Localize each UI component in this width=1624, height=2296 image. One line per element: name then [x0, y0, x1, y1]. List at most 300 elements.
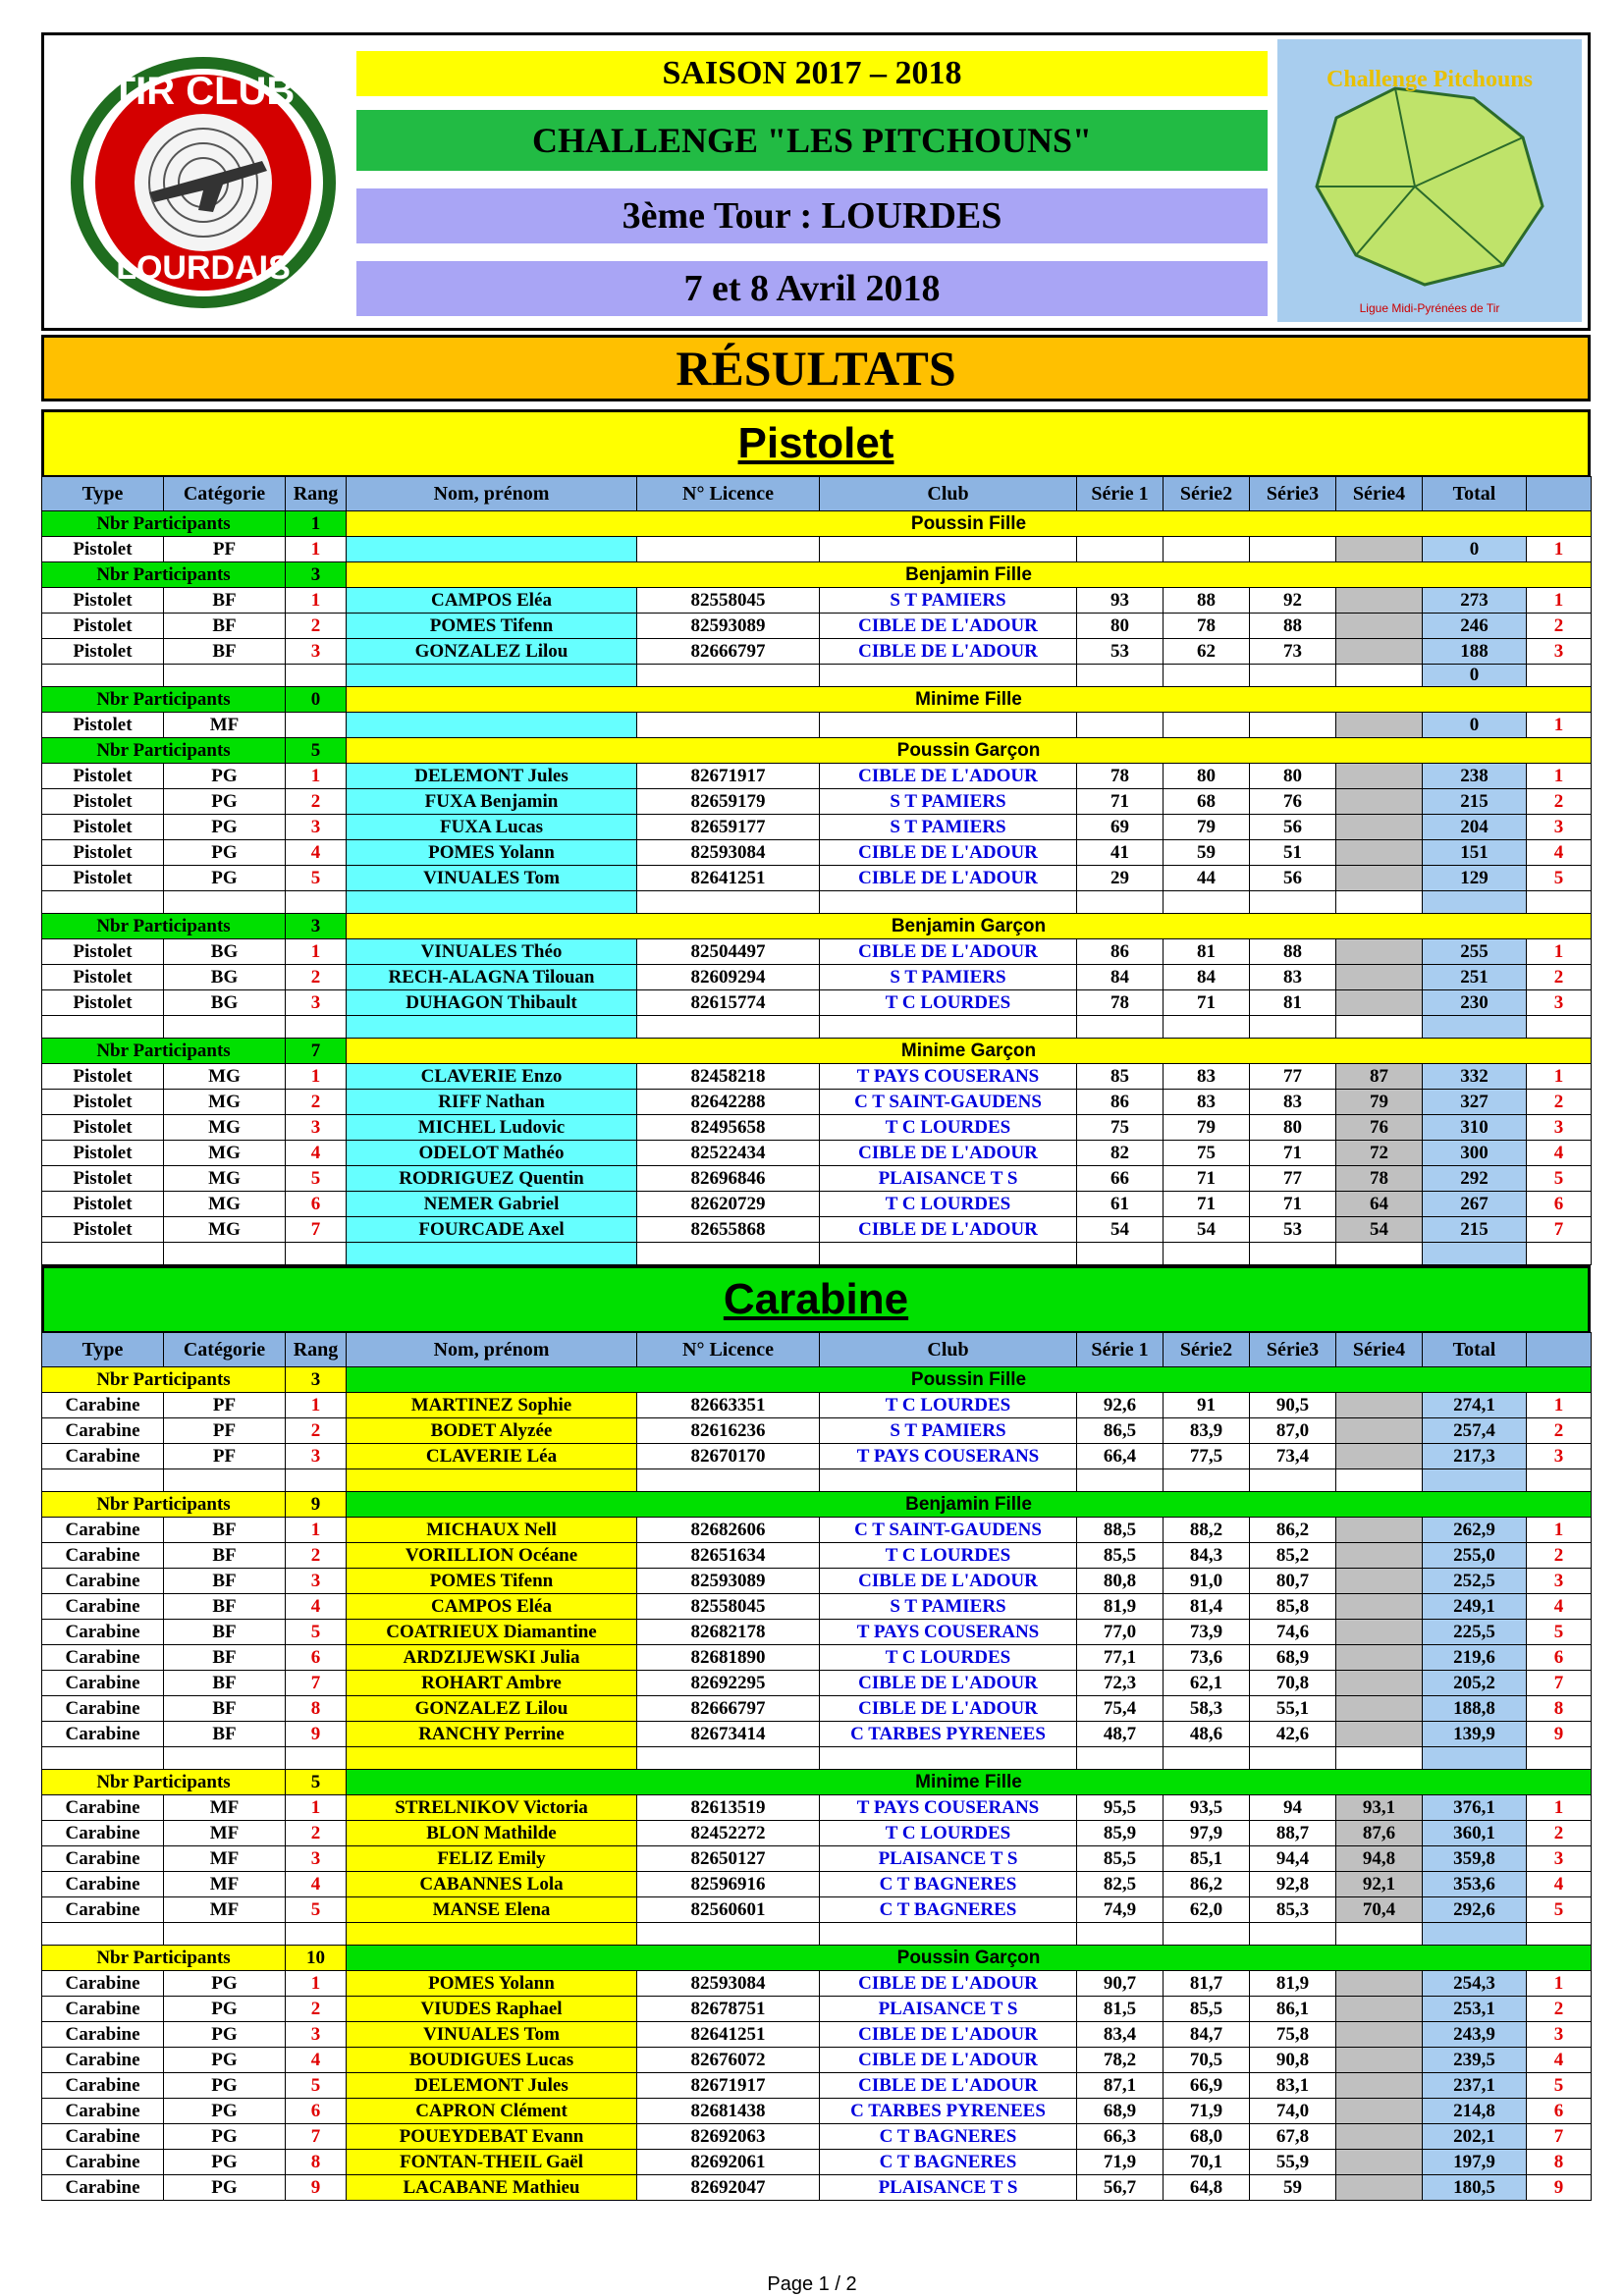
serie2-cell: 91 — [1164, 1393, 1250, 1418]
rank-cell: 6 — [286, 1645, 347, 1671]
rank-cell: 2 — [286, 965, 347, 990]
serie2-cell: 71 — [1164, 1166, 1250, 1192]
licence-cell: 82671917 — [637, 764, 820, 789]
serie1-cell: 78,2 — [1077, 2048, 1164, 2073]
group-category: Poussin Garçon — [347, 738, 1592, 764]
serie1-cell: 75,4 — [1077, 1696, 1164, 1722]
section-title: Pistolet — [41, 409, 1591, 476]
blank-cell — [820, 1016, 1077, 1039]
serie1-cell: 80 — [1077, 614, 1164, 639]
results-table — [41, 476, 1592, 1265]
category-cell: PF — [164, 1393, 286, 1418]
blank-cell — [1164, 891, 1250, 914]
club-cell: S T PAMIERS — [820, 965, 1077, 990]
type-cell: Carabine — [42, 1971, 164, 1997]
serie3-cell: 85,3 — [1250, 1897, 1336, 1923]
rank-cell: 2 — [286, 1821, 347, 1846]
serie1-cell: 83,4 — [1077, 2022, 1164, 2048]
table-row — [42, 1444, 1592, 1469]
serie1-cell: 77,0 — [1077, 1620, 1164, 1645]
blank-cell — [1336, 1469, 1423, 1492]
table-row — [42, 1620, 1592, 1645]
blank-cell — [347, 1747, 637, 1770]
table-row — [42, 1115, 1592, 1141]
category-cell: BF — [164, 1645, 286, 1671]
licence-cell: 82659177 — [637, 815, 820, 840]
category-cell: MF — [164, 1846, 286, 1872]
licence-cell: 82495658 — [637, 1115, 820, 1141]
final-rank-cell: 1 — [1527, 1971, 1592, 1997]
total-cell: 249,1 — [1423, 1594, 1527, 1620]
table-row — [42, 1671, 1592, 1696]
serie1-cell: 86,5 — [1077, 1418, 1164, 1444]
serie3-cell: 80 — [1250, 1115, 1336, 1141]
name-cell: ARDZIJEWSKI Julia — [347, 1645, 637, 1671]
challenge-map-image — [1277, 39, 1582, 322]
total-cell: 292,6 — [1423, 1897, 1527, 1923]
participants-count: 0 — [286, 687, 347, 713]
serie4-cell: 72 — [1336, 1141, 1423, 1166]
type-cell: Pistolet — [42, 588, 164, 614]
club-cell: T C LOURDES — [820, 1192, 1077, 1217]
category-cell: MF — [164, 713, 286, 738]
table-row — [42, 866, 1592, 891]
table-row — [42, 2099, 1592, 2124]
column-header: Total — [1423, 477, 1527, 511]
total-cell: 188 — [1423, 639, 1527, 665]
group-header-row — [42, 1492, 1592, 1518]
blank-row — [42, 1923, 1592, 1946]
tir-club-logo — [56, 45, 351, 320]
blank-cell — [637, 1243, 820, 1265]
participants-label: Nbr Participants — [42, 1492, 286, 1518]
category-cell: BG — [164, 990, 286, 1016]
rank-cell: 1 — [286, 764, 347, 789]
serie2-cell — [1164, 713, 1250, 738]
type-cell: Carabine — [42, 1872, 164, 1897]
blank-cell — [1164, 1469, 1250, 1492]
participants-count: 1 — [286, 511, 347, 537]
club-cell: CIBLE DE L'ADOUR — [820, 1671, 1077, 1696]
blank-cell — [286, 665, 347, 687]
serie4-cell — [1336, 2175, 1423, 2201]
type-cell: Pistolet — [42, 990, 164, 1016]
table-row — [42, 1594, 1592, 1620]
rank-cell: 3 — [286, 990, 347, 1016]
name-cell: FONTAN-THEIL Gaël — [347, 2150, 637, 2175]
licence-cell: 82663351 — [637, 1393, 820, 1418]
table-row — [42, 614, 1592, 639]
category-cell: BF — [164, 1594, 286, 1620]
challenge-banner: CHALLENGE "LES PITCHOUNS" — [356, 110, 1268, 171]
licence-cell: 82593089 — [637, 1569, 820, 1594]
table-row — [42, 789, 1592, 815]
total-cell: 292 — [1423, 1166, 1527, 1192]
club-cell: C TARBES PYRENEES — [820, 1722, 1077, 1747]
club-cell: CIBLE DE L'ADOUR — [820, 1141, 1077, 1166]
name-cell: MICHAUX Nell — [347, 1518, 637, 1543]
type-cell: Pistolet — [42, 537, 164, 562]
blank-row — [42, 891, 1592, 914]
serie2-cell: 73,6 — [1164, 1645, 1250, 1671]
name-cell: CAMPOS Eléa — [347, 588, 637, 614]
serie1-cell: 81,5 — [1077, 1997, 1164, 2022]
blank-cell — [1423, 1243, 1527, 1265]
serie1-cell: 80,8 — [1077, 1569, 1164, 1594]
serie1-cell: 85,5 — [1077, 1543, 1164, 1569]
total-cell: 0 — [1423, 713, 1527, 738]
serie1-cell: 90,7 — [1077, 1971, 1164, 1997]
blank-cell — [42, 665, 164, 687]
table-header-row — [42, 477, 1592, 511]
rank-cell: 1 — [286, 537, 347, 562]
serie4-cell — [1336, 588, 1423, 614]
group-category: Benjamin Garçon — [347, 914, 1592, 939]
rank-cell: 5 — [286, 866, 347, 891]
blank-cell — [637, 1923, 820, 1946]
table-row — [42, 764, 1592, 789]
serie1-cell: 69 — [1077, 815, 1164, 840]
group-header-row — [42, 687, 1592, 713]
blank-cell — [1336, 1243, 1423, 1265]
rank-cell: 4 — [286, 1141, 347, 1166]
blank-row — [42, 1747, 1592, 1770]
rank-cell: 1 — [286, 1064, 347, 1090]
club-cell: PLAISANCE T S — [820, 1997, 1077, 2022]
serie3-cell: 88,7 — [1250, 1821, 1336, 1846]
final-rank-cell: 9 — [1527, 2175, 1592, 2201]
final-rank-cell: 3 — [1527, 815, 1592, 840]
serie3-cell: 59 — [1250, 2175, 1336, 2201]
type-cell: Carabine — [42, 1795, 164, 1821]
group-header-row — [42, 511, 1592, 537]
name-cell: RANCHY Perrine — [347, 1722, 637, 1747]
type-cell: Pistolet — [42, 789, 164, 815]
participants-label: Nbr Participants — [42, 1946, 286, 1971]
rank-cell: 1 — [286, 1393, 347, 1418]
table-row — [42, 1696, 1592, 1722]
final-rank-cell: 5 — [1527, 1897, 1592, 1923]
table-row — [42, 537, 1592, 562]
licence-cell: 82558045 — [637, 588, 820, 614]
type-cell: Carabine — [42, 2150, 164, 2175]
blank-cell — [164, 891, 286, 914]
total-cell: 180,5 — [1423, 2175, 1527, 2201]
total-cell: 251 — [1423, 965, 1527, 990]
rank-cell: 6 — [286, 2099, 347, 2124]
rank-cell: 2 — [286, 1418, 347, 1444]
total-cell: 204 — [1423, 815, 1527, 840]
serie1-cell: 82,5 — [1077, 1872, 1164, 1897]
rank-cell: 6 — [286, 1192, 347, 1217]
total-cell: 300 — [1423, 1141, 1527, 1166]
serie4-cell — [1336, 1594, 1423, 1620]
blank-cell — [1164, 1747, 1250, 1770]
blank-cell — [1336, 1747, 1423, 1770]
table-row — [42, 1997, 1592, 2022]
name-cell: RODRIGUEZ Quentin — [347, 1166, 637, 1192]
participants-count: 5 — [286, 1770, 347, 1795]
name-cell: BOUDIGUES Lucas — [347, 2048, 637, 2073]
serie4-cell — [1336, 1997, 1423, 2022]
table-row — [42, 1518, 1592, 1543]
serie2-cell: 93,5 — [1164, 1795, 1250, 1821]
club-cell: CIBLE DE L'ADOUR — [820, 614, 1077, 639]
serie2-cell: 75 — [1164, 1141, 1250, 1166]
type-cell: Carabine — [42, 1569, 164, 1594]
serie1-cell: 75 — [1077, 1115, 1164, 1141]
rank-cell: 1 — [286, 588, 347, 614]
category-cell: BF — [164, 614, 286, 639]
column-header: N° Licence — [637, 1333, 820, 1367]
rank-cell: 4 — [286, 2048, 347, 2073]
name-cell: VORILLION Océane — [347, 1543, 637, 1569]
serie4-cell — [1336, 1543, 1423, 1569]
final-rank-cell: 2 — [1527, 965, 1592, 990]
licence-cell: 82616236 — [637, 1418, 820, 1444]
club-cell: PLAISANCE T S — [820, 1846, 1077, 1872]
rank-cell: 3 — [286, 1115, 347, 1141]
blank-cell — [347, 1923, 637, 1946]
participants-count: 3 — [286, 1367, 347, 1393]
serie4-cell — [1336, 789, 1423, 815]
blank-cell — [1250, 1469, 1336, 1492]
licence-cell: 82692061 — [637, 2150, 820, 2175]
blank-cell — [1423, 1747, 1527, 1770]
category-cell: BF — [164, 1696, 286, 1722]
serie2-cell: 84,7 — [1164, 2022, 1250, 2048]
category-cell: BG — [164, 965, 286, 990]
blank-cell — [637, 665, 820, 687]
final-rank-cell: 3 — [1527, 1846, 1592, 1872]
club-cell: C T BAGNERES — [820, 2124, 1077, 2150]
serie2-cell: 73,9 — [1164, 1620, 1250, 1645]
category-cell: MF — [164, 1872, 286, 1897]
serie2-cell: 81 — [1164, 939, 1250, 965]
category-cell: MF — [164, 1821, 286, 1846]
serie2-cell: 64,8 — [1164, 2175, 1250, 2201]
serie2-cell: 71,9 — [1164, 2099, 1250, 2124]
licence-cell: 82673414 — [637, 1722, 820, 1747]
licence-cell: 82678751 — [637, 1997, 820, 2022]
blank-cell — [637, 1469, 820, 1492]
name-cell: RIFF Nathan — [347, 1090, 637, 1115]
final-rank-cell: 4 — [1527, 1594, 1592, 1620]
rank-cell: 3 — [286, 1444, 347, 1469]
serie4-cell — [1336, 1645, 1423, 1671]
blank-cell — [1336, 1923, 1423, 1946]
type-cell: Pistolet — [42, 840, 164, 866]
table-row — [42, 965, 1592, 990]
blank-cell — [1527, 1747, 1592, 1770]
serie3-cell: 88 — [1250, 614, 1336, 639]
licence-cell: 82655868 — [637, 1217, 820, 1243]
blank-cell — [820, 665, 1077, 687]
type-cell: Pistolet — [42, 1064, 164, 1090]
final-rank-cell: 7 — [1527, 1217, 1592, 1243]
dates-banner: 7 et 8 Avril 2018 — [356, 261, 1268, 316]
licence-cell: 82676072 — [637, 2048, 820, 2073]
participants-count: 3 — [286, 914, 347, 939]
name-cell: ODELOT Mathéo — [347, 1141, 637, 1166]
season-banner: SAISON 2017 – 2018 — [356, 51, 1268, 96]
category-cell: BF — [164, 1518, 286, 1543]
club-cell: T PAYS COUSERANS — [820, 1620, 1077, 1645]
column-header: Série3 — [1250, 477, 1336, 511]
total-cell: 215 — [1423, 789, 1527, 815]
type-cell: Pistolet — [42, 1090, 164, 1115]
column-header — [1527, 477, 1592, 511]
blank-cell — [42, 1243, 164, 1265]
club-cell — [820, 713, 1077, 738]
blank-cell — [42, 1923, 164, 1946]
category-cell: MG — [164, 1064, 286, 1090]
group-category: Minime Fille — [347, 1770, 1592, 1795]
category-cell: BF — [164, 639, 286, 665]
serie4-cell — [1336, 1518, 1423, 1543]
serie4-cell — [1336, 1418, 1423, 1444]
name-cell: RECH-ALAGNA Tilouan — [347, 965, 637, 990]
total-cell: 219,6 — [1423, 1645, 1527, 1671]
total-cell: 237,1 — [1423, 2073, 1527, 2099]
serie4-cell — [1336, 2048, 1423, 2073]
type-cell: Carabine — [42, 1722, 164, 1747]
blank-cell — [1423, 1016, 1527, 1039]
category-cell: MF — [164, 1897, 286, 1923]
total-cell: 243,9 — [1423, 2022, 1527, 2048]
blank-cell — [347, 1016, 637, 1039]
participants-count: 3 — [286, 562, 347, 588]
column-header: Nom, prénom — [347, 477, 637, 511]
type-cell: Pistolet — [42, 1192, 164, 1217]
blank-cell — [1077, 1747, 1164, 1770]
type-cell: Carabine — [42, 1620, 164, 1645]
club-cell: CIBLE DE L'ADOUR — [820, 764, 1077, 789]
blank-cell — [820, 1469, 1077, 1492]
rank-cell — [286, 713, 347, 738]
total-cell: 129 — [1423, 866, 1527, 891]
serie3-cell: 90,5 — [1250, 1393, 1336, 1418]
serie4-cell — [1336, 1620, 1423, 1645]
category-cell: MG — [164, 1141, 286, 1166]
serie3-cell: 92,8 — [1250, 1872, 1336, 1897]
rank-cell: 1 — [286, 939, 347, 965]
serie1-cell: 77,1 — [1077, 1645, 1164, 1671]
column-header: Rang — [286, 477, 347, 511]
serie2-cell: 54 — [1164, 1217, 1250, 1243]
serie3-cell: 88 — [1250, 939, 1336, 965]
serie1-cell: 66,4 — [1077, 1444, 1164, 1469]
serie1-cell: 56,7 — [1077, 2175, 1164, 2201]
licence-cell: 82682178 — [637, 1620, 820, 1645]
serie3-cell — [1250, 537, 1336, 562]
blank-cell — [1077, 1469, 1164, 1492]
column-header: Club — [820, 477, 1077, 511]
blank-cell — [164, 1747, 286, 1770]
final-rank-cell: 6 — [1527, 1645, 1592, 1671]
club-cell: CIBLE DE L'ADOUR — [820, 639, 1077, 665]
total-cell: 253,1 — [1423, 1997, 1527, 2022]
type-cell: Carabine — [42, 1696, 164, 1722]
column-header: Série4 — [1336, 1333, 1423, 1367]
total-cell: 202,1 — [1423, 2124, 1527, 2150]
blank-cell — [637, 1016, 820, 1039]
serie3-cell: 73,4 — [1250, 1444, 1336, 1469]
licence-cell: 82560601 — [637, 1897, 820, 1923]
column-header: Série3 — [1250, 1333, 1336, 1367]
group-header-row — [42, 1039, 1592, 1064]
blank-cell — [1336, 665, 1423, 687]
licence-cell: 82696846 — [637, 1166, 820, 1192]
serie2-cell: 79 — [1164, 1115, 1250, 1141]
blank-cell — [286, 1016, 347, 1039]
table-row — [42, 1543, 1592, 1569]
category-cell: BF — [164, 1569, 286, 1594]
total-cell: 332 — [1423, 1064, 1527, 1090]
serie1-cell: 87,1 — [1077, 2073, 1164, 2099]
rank-cell: 5 — [286, 1897, 347, 1923]
club-cell: S T PAMIERS — [820, 1594, 1077, 1620]
blank-cell — [1077, 891, 1164, 914]
final-rank-cell: 2 — [1527, 1997, 1592, 2022]
serie1-cell: 78 — [1077, 764, 1164, 789]
rank-cell: 4 — [286, 840, 347, 866]
rank-cell: 9 — [286, 2175, 347, 2201]
rank-cell: 1 — [286, 1971, 347, 1997]
type-cell: Carabine — [42, 2124, 164, 2150]
serie3-cell: 76 — [1250, 789, 1336, 815]
serie2-cell: 44 — [1164, 866, 1250, 891]
club-cell: C T BAGNERES — [820, 1897, 1077, 1923]
final-rank-cell: 3 — [1527, 1569, 1592, 1594]
club-cell: PLAISANCE T S — [820, 1166, 1077, 1192]
name-cell: CAPRON Clément — [347, 2099, 637, 2124]
rank-cell: 5 — [286, 1166, 347, 1192]
group-category: Benjamin Fille — [347, 562, 1592, 588]
group-header-row — [42, 738, 1592, 764]
total-cell: 255 — [1423, 939, 1527, 965]
type-cell: Carabine — [42, 1418, 164, 1444]
serie1-cell: 71 — [1077, 789, 1164, 815]
licence-cell: 82558045 — [637, 1594, 820, 1620]
category-cell: PF — [164, 1444, 286, 1469]
serie1-cell: 82 — [1077, 1141, 1164, 1166]
table-row — [42, 1064, 1592, 1090]
final-rank-cell: 5 — [1527, 1166, 1592, 1192]
serie3-cell: 94,4 — [1250, 1846, 1336, 1872]
rank-cell: 7 — [286, 1671, 347, 1696]
serie3-cell: 71 — [1250, 1192, 1336, 1217]
club-cell: C T SAINT-GAUDENS — [820, 1518, 1077, 1543]
licence-cell: 82692295 — [637, 1671, 820, 1696]
group-header-row — [42, 1770, 1592, 1795]
name-cell: ROHART Ambre — [347, 1671, 637, 1696]
type-cell: Carabine — [42, 1846, 164, 1872]
name-cell: GONZALEZ Lilou — [347, 1696, 637, 1722]
licence-cell: 82692047 — [637, 2175, 820, 2201]
header-block — [41, 32, 1591, 331]
type-cell: Pistolet — [42, 713, 164, 738]
blank-cell — [164, 1923, 286, 1946]
club-cell: S T PAMIERS — [820, 815, 1077, 840]
serie2-cell: 83 — [1164, 1090, 1250, 1115]
total-cell: 254,3 — [1423, 1971, 1527, 1997]
table-row — [42, 1141, 1592, 1166]
final-rank-cell: 2 — [1527, 1821, 1592, 1846]
serie4-cell: 54 — [1336, 1217, 1423, 1243]
total-cell: 0 — [1423, 537, 1527, 562]
column-header: Catégorie — [164, 477, 286, 511]
